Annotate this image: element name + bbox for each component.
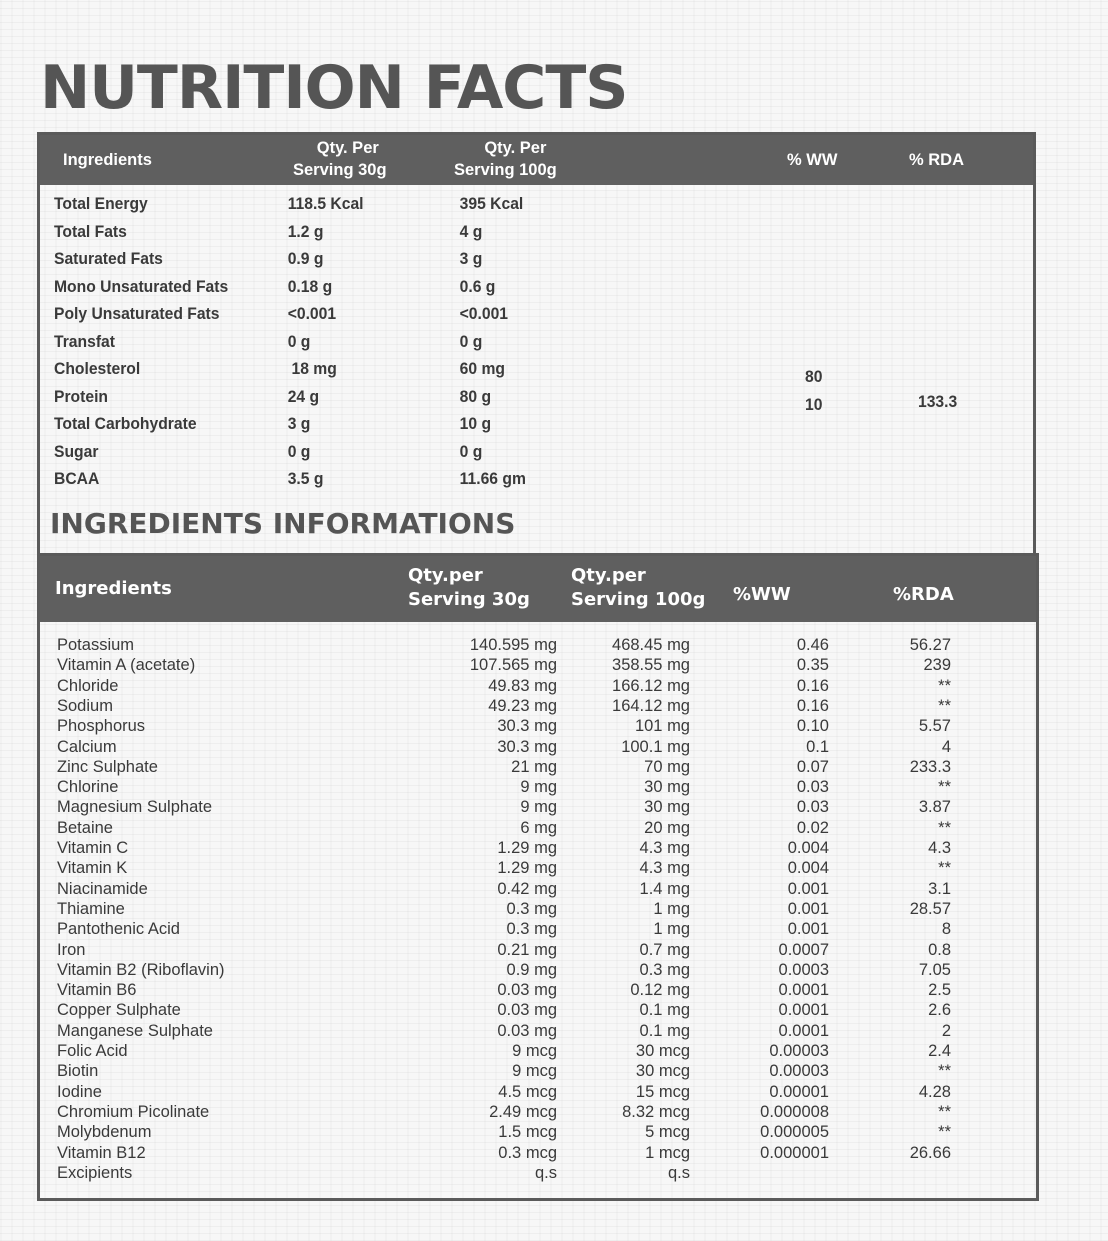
- percent-rda: 2.6: [928, 1001, 951, 1020]
- qty-per-100g: 30 mcg: [635, 1062, 690, 1081]
- ingredient-row: [57, 1022, 957, 1042]
- ingredient-row: [57, 1144, 957, 1164]
- percent-rda: 239: [923, 656, 951, 675]
- ingredient-name: Calcium: [57, 737, 117, 756]
- qty-per-30g: 3.5 g: [287, 470, 324, 488]
- percent-ww: 0.35: [796, 656, 829, 675]
- nutrient-name: Protein: [54, 387, 109, 406]
- header2-qty-100g-line2: Serving 100g: [571, 589, 706, 611]
- qty-per-100g: 468.45 mg: [612, 636, 690, 654]
- qty-per-30g: 18 mg: [291, 360, 337, 378]
- qty-per-100g: 0.1 mg: [639, 1001, 690, 1020]
- nutrition-row: [54, 360, 976, 387]
- ingredient-name: Folic Acid: [57, 1042, 128, 1060]
- ingredient-name: Manganese Sulphate: [57, 1021, 213, 1040]
- qty-per-30g: 140.595 mg: [469, 636, 557, 654]
- qty-per-100g: 80 g: [459, 387, 492, 406]
- percent-rda: 0.8: [928, 940, 951, 959]
- nutrient-name: Saturated Fats: [54, 250, 163, 268]
- nutrition-row: [54, 195, 976, 222]
- qty-per-30g: 49.23 mg: [488, 696, 557, 715]
- ingredient-name: Vitamin B2 (Riboflavin): [57, 960, 225, 979]
- percent-ww: 0.0001: [778, 1001, 829, 1020]
- percent-ww: 0.000005: [760, 1123, 829, 1142]
- header-qty-100g-line1: Qty. Per: [484, 139, 547, 157]
- ingredient-name: Excipients: [57, 1163, 133, 1182]
- rda-value-protein: 133.3: [918, 393, 958, 411]
- qty-per-30g: 1.29 mg: [497, 839, 557, 857]
- percent-ww: 0.000008: [760, 1102, 829, 1121]
- ingredient-name: Chloride: [57, 676, 119, 695]
- percent-ww: 0.001: [787, 899, 829, 918]
- percent-rda: 7.05: [918, 960, 951, 979]
- header-ww: % WW: [787, 151, 838, 169]
- ingredient-row: [57, 819, 957, 839]
- percent-rda: 4: [941, 737, 951, 756]
- ingredient-name: Phosphorus: [57, 717, 146, 736]
- ingredient-row: [57, 961, 957, 981]
- ingredient-row: [57, 859, 957, 879]
- qty-per-30g: 4.5 mcg: [498, 1082, 557, 1101]
- header2-ingredients: Ingredients: [55, 578, 172, 599]
- ingredient-name: Copper Sulphate: [57, 1001, 181, 1020]
- nutrition-row: [54, 305, 976, 332]
- ingredient-row: [57, 1083, 957, 1103]
- percent-rda: 2.5: [928, 981, 951, 1000]
- header-qty-30g-line2: Serving 30g: [293, 161, 387, 180]
- nutrition-row: [54, 470, 976, 497]
- qty-per-100g: 5 mcg: [645, 1123, 690, 1142]
- ingredient-row: [57, 1164, 957, 1184]
- qty-per-30g: 0 g: [287, 442, 311, 461]
- ingredient-row: [57, 758, 957, 778]
- qty-per-100g: 60 mg: [459, 360, 505, 378]
- qty-per-100g: 0.3 mg: [639, 960, 690, 979]
- header2-qty-30g-line1: Qty.per: [408, 565, 483, 586]
- header-qty-30g: [293, 137, 387, 182]
- qty-per-30g: 3 g: [287, 415, 311, 433]
- ingredient-row: [57, 941, 957, 961]
- ingredient-name: Chromium Picolinate: [57, 1102, 210, 1121]
- nutrition-row: [54, 333, 976, 360]
- ingredient-row: [57, 636, 957, 656]
- percent-rda: 233.3: [909, 757, 951, 776]
- nutrient-name: Total Fats: [54, 222, 127, 241]
- percent-ww: 0.03: [796, 798, 829, 817]
- nutrition-row: [54, 443, 976, 470]
- nutrition-row: [54, 388, 976, 415]
- header2-qty-30g-line2: Serving 30g: [408, 589, 530, 611]
- header2-rda: %RDA: [893, 584, 954, 605]
- qty-per-100g: 395 Kcal: [459, 195, 524, 213]
- ingredient-row: [57, 1103, 957, 1123]
- percent-rda: 56.27: [909, 636, 951, 654]
- ingredient-row: [57, 778, 957, 798]
- percent-rda: 26.66: [909, 1143, 951, 1162]
- header-ingredients: Ingredients: [63, 151, 152, 169]
- ingredients-info-title: INGREDIENTS INFORMATIONS: [50, 507, 516, 540]
- ingredient-row: [57, 738, 957, 758]
- percent-rda: **: [938, 859, 951, 878]
- percent-ww: 0.000001: [760, 1143, 829, 1162]
- nutrition-row: [54, 223, 976, 250]
- percent-rda: **: [938, 676, 951, 695]
- qty-per-100g: 0.12 mg: [630, 981, 690, 1000]
- qty-per-100g: <0.001: [459, 305, 509, 323]
- header2-qty-100g-line1: Qty.per: [571, 565, 646, 586]
- qty-per-30g: 9 mg: [520, 778, 557, 797]
- nutrition-row: [54, 278, 976, 305]
- ingredient-name: Betaine: [57, 818, 113, 837]
- ingredient-name: Iron: [57, 940, 86, 959]
- ingredient-row: [57, 900, 957, 920]
- ingredient-row: [57, 1062, 957, 1082]
- qty-per-30g: 118.5 Kcal: [287, 195, 364, 213]
- qty-per-30g: 21 mg: [511, 757, 557, 776]
- percent-rda: 5.57: [918, 717, 951, 736]
- ingredient-row: [57, 981, 957, 1001]
- qty-per-100g: 164.12 mg: [612, 696, 690, 715]
- qty-per-30g: 0.3 mg: [506, 899, 557, 918]
- qty-per-100g: 1 mcg: [645, 1143, 690, 1162]
- header-qty-100g: [454, 137, 557, 182]
- ingredient-name: Iodine: [57, 1082, 102, 1101]
- ingredient-name: Pantothenic Acid: [57, 920, 180, 939]
- percent-ww: 0.16: [796, 676, 829, 695]
- ingredient-name: Vitamin C: [57, 839, 129, 857]
- qty-per-30g: 24 g: [287, 387, 320, 406]
- qty-per-30g: 2.49 mcg: [489, 1102, 557, 1121]
- nutrient-name: Total Carbohydrate: [54, 415, 197, 433]
- nutrient-name: Cholesterol: [54, 360, 141, 378]
- percent-ww: 0.0007: [778, 940, 829, 959]
- qty-per-100g: 1 mg: [653, 920, 690, 939]
- qty-per-30g: 0.21 mg: [497, 940, 557, 959]
- qty-per-30g: q.s: [534, 1163, 557, 1182]
- percent-rda: 4.3: [928, 839, 951, 857]
- ingredient-row: [57, 717, 957, 737]
- percent-rda: **: [938, 1062, 951, 1081]
- ingredient-name: Vitamin K: [57, 859, 128, 878]
- ingredient-row: [57, 880, 957, 900]
- qty-per-30g: 0.9 g: [287, 250, 324, 268]
- nutrition-row: [54, 415, 976, 442]
- qty-per-100g: 101 mg: [634, 717, 690, 736]
- qty-per-30g: <0.001: [287, 305, 337, 323]
- ingredient-name: Zinc Sulphate: [57, 757, 158, 776]
- nutrition-table-header: [40, 135, 1033, 185]
- qty-per-100g: 8.32 mcg: [622, 1102, 690, 1121]
- percent-rda: 3.1: [928, 879, 951, 898]
- percent-rda: 2.4: [928, 1042, 951, 1060]
- qty-per-100g: 0.1 mg: [639, 1021, 690, 1040]
- qty-per-30g: 1.29 mg: [497, 859, 557, 878]
- nutrition-row: [54, 250, 976, 277]
- qty-per-30g: 107.565 mg: [469, 656, 557, 675]
- percent-ww: 0.16: [796, 696, 829, 715]
- qty-per-100g: 30 mcg: [635, 1042, 690, 1060]
- ingredient-row: [57, 1001, 957, 1021]
- ingredient-name: Vitamin B6: [57, 981, 137, 1000]
- ingredient-row: [57, 656, 957, 676]
- page-title: NUTRITION FACTS: [40, 53, 628, 123]
- percent-rda: **: [938, 1102, 951, 1121]
- percent-ww: 0.001: [787, 879, 829, 898]
- qty-per-100g: 30 mg: [644, 778, 690, 797]
- qty-per-100g: q.s: [667, 1163, 690, 1182]
- ingredient-row: [57, 1123, 957, 1143]
- percent-rda: 28.57: [909, 899, 951, 918]
- ingredient-name: Thiamine: [57, 899, 125, 918]
- ingredient-row: [57, 677, 957, 697]
- qty-per-30g: 0 g: [287, 332, 311, 351]
- percent-ww: 0.00003: [769, 1042, 829, 1060]
- qty-per-100g: 70 mg: [644, 757, 690, 776]
- percent-rda: 4.28: [918, 1082, 951, 1101]
- percent-ww: 0.0001: [778, 981, 829, 1000]
- qty-per-100g: 4.3 mg: [639, 839, 690, 857]
- ingredient-name: Biotin: [57, 1062, 99, 1081]
- percent-ww: 0.0001: [778, 1021, 829, 1040]
- qty-per-100g: 4.3 mg: [639, 859, 690, 878]
- percent-rda: 2: [941, 1021, 951, 1040]
- qty-per-30g: 9 mcg: [512, 1042, 557, 1060]
- qty-per-30g: 1.2 g: [287, 222, 324, 241]
- percent-ww: 0.00001: [769, 1082, 829, 1101]
- percent-ww: 0.1: [806, 737, 829, 756]
- qty-per-100g: 0 g: [459, 332, 483, 351]
- percent-ww: 0.10: [796, 717, 829, 736]
- qty-per-30g: 0.3 mg: [506, 920, 557, 939]
- ingredient-name: Chlorine: [57, 778, 119, 797]
- qty-per-30g: 0.03 mg: [497, 1021, 557, 1040]
- ingredient-name: Magnesium Sulphate: [57, 798, 213, 817]
- qty-per-30g: 9 mcg: [512, 1062, 557, 1081]
- qty-per-100g: 20 mg: [644, 818, 690, 837]
- ingredient-row: [57, 1042, 957, 1062]
- qty-per-30g: 6 mg: [520, 818, 557, 837]
- qty-per-30g: 30.3 mg: [497, 717, 557, 736]
- ingredient-name: Niacinamide: [57, 879, 148, 898]
- ww-value-protein: 10: [805, 396, 823, 414]
- percent-ww: 0.46: [796, 636, 829, 654]
- ingredient-name: Molybdenum: [57, 1123, 152, 1142]
- header2-ww: %WW: [733, 584, 791, 605]
- nutrient-name: Total Energy: [54, 195, 148, 213]
- percent-ww: 0.03: [796, 778, 829, 797]
- qty-per-100g: 358.55 mg: [612, 656, 690, 675]
- qty-per-100g: 3 g: [459, 250, 483, 268]
- qty-per-100g: 15 mcg: [635, 1082, 690, 1101]
- qty-per-100g: 4 g: [459, 222, 483, 241]
- ingredient-name: Vitamin B12: [57, 1143, 146, 1162]
- percent-ww: 0.001: [787, 920, 829, 939]
- qty-per-100g: 0 g: [459, 442, 483, 461]
- qty-per-30g: 0.03 mg: [497, 1001, 557, 1020]
- ingredient-name: Vitamin A (acetate): [57, 656, 196, 675]
- percent-rda: **: [938, 778, 951, 797]
- percent-rda: 8: [941, 920, 951, 939]
- qty-per-30g: 0.42 mg: [497, 879, 557, 898]
- nutrient-name: BCAA: [54, 470, 100, 488]
- percent-ww: 0.02: [796, 818, 829, 837]
- qty-per-30g: 49.83 mg: [488, 676, 557, 695]
- ingredient-row: [57, 798, 957, 818]
- qty-per-100g: 166.12 mg: [612, 676, 690, 695]
- ingredient-row: [57, 920, 957, 940]
- percent-ww: 0.00003: [769, 1062, 829, 1081]
- nutrient-name: Mono Unsaturated Fats: [54, 277, 229, 296]
- header2-qty-30g: [408, 564, 530, 613]
- percent-rda: 3.87: [918, 798, 951, 817]
- header2-qty-100g: [571, 564, 705, 613]
- qty-per-100g: 0.7 mg: [639, 940, 690, 959]
- qty-per-30g: 0.3 mcg: [498, 1143, 557, 1162]
- ingredient-row: [57, 697, 957, 717]
- percent-ww: 0.004: [787, 839, 829, 857]
- qty-per-100g: 1 mg: [653, 899, 690, 918]
- nutrient-name: Sugar: [54, 442, 99, 461]
- ww-value-cholesterol: 80: [805, 368, 823, 386]
- percent-ww: 0.0003: [778, 960, 829, 979]
- qty-per-100g: 100.1 mg: [621, 737, 690, 756]
- qty-per-30g: 30.3 mg: [497, 737, 557, 756]
- qty-per-30g: 0.9 mg: [506, 960, 557, 979]
- percent-rda: **: [938, 818, 951, 837]
- qty-per-30g: 1.5 mcg: [498, 1123, 557, 1142]
- qty-per-100g: 10 g: [459, 415, 492, 433]
- percent-ww: 0.004: [787, 859, 829, 878]
- percent-rda: **: [938, 1123, 951, 1142]
- ingredient-name: Sodium: [57, 696, 113, 715]
- qty-per-100g: 0.6 g: [459, 277, 496, 296]
- qty-per-100g: 30 mg: [644, 798, 690, 817]
- header-qty-100g-line2: Serving 100g: [454, 161, 557, 180]
- qty-per-30g: 9 mg: [520, 798, 557, 817]
- ingredients-table-header: [40, 556, 1036, 622]
- nutrient-name: Poly Unsaturated Fats: [54, 305, 220, 323]
- ingredient-name: Potassium: [57, 636, 135, 654]
- qty-per-30g: 0.03 mg: [497, 981, 557, 1000]
- qty-per-100g: 1.4 mg: [639, 879, 690, 898]
- nutrient-name: Transfat: [54, 332, 115, 351]
- percent-ww: 0.07: [796, 757, 829, 776]
- ingredient-row: [57, 839, 957, 859]
- header-qty-30g-line1: Qty. Per: [316, 139, 379, 157]
- header-rda: % RDA: [909, 151, 965, 169]
- qty-per-30g: 0.18 g: [287, 277, 333, 296]
- qty-per-100g: 11.66 gm: [459, 470, 526, 488]
- percent-rda: **: [938, 696, 951, 715]
